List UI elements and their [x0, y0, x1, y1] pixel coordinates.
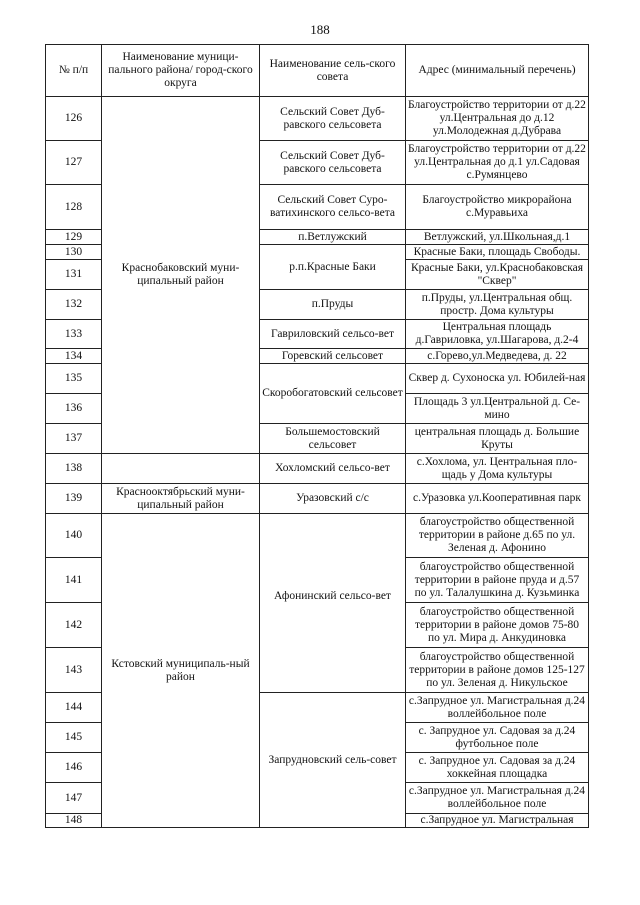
header-num: № п/п: [46, 45, 102, 97]
address-cell: п.Пруды, ул.Центральная общ. простр. Дома культуры: [406, 290, 589, 320]
row-num: 136: [46, 394, 102, 424]
row-num: 128: [46, 185, 102, 230]
council-cell: р.п.Красные Баки: [260, 245, 406, 290]
address-cell: с. Запрудное ул. Садовая за д.24 футбольное поле: [406, 723, 589, 753]
council-cell: Гавриловский сельсо-вет: [260, 320, 406, 349]
district-cell: Кстовский муниципаль-ный район: [102, 514, 260, 828]
council-cell: Скоробогатовский сельсовет: [260, 364, 406, 424]
row-num: 132: [46, 290, 102, 320]
council-cell: Сельский Совет Дуб-равского сельсовета: [260, 97, 406, 141]
address-cell: Благоустройство территории от д.22 ул.Центральная до д.1 ул.Садовая с.Румянцево: [406, 141, 589, 185]
table-header-row: [46, 45, 589, 97]
address-cell: Красные Баки, площадь Свободы.: [406, 245, 589, 260]
council-cell: Хохломский сельсо-вет: [260, 454, 406, 484]
table-row: [46, 454, 589, 484]
address-cell: центральная площадь д. Большие Круты: [406, 424, 589, 454]
row-num: 147: [46, 783, 102, 814]
district-cell: Краснобаковский муни-ципальный район: [102, 97, 260, 454]
council-cell: Сельский Совет Дуб-равского сельсовета: [260, 141, 406, 185]
row-num: 146: [46, 753, 102, 783]
row-num: 141: [46, 558, 102, 603]
row-num: 148: [46, 814, 102, 828]
header-address: Адрес (минимальный перечень): [406, 45, 589, 97]
row-num: 129: [46, 230, 102, 245]
address-cell: Центральная площадь д.Гавриловка, ул.Шагарова, д.2-4: [406, 320, 589, 349]
row-num: 133: [46, 320, 102, 349]
council-cell: Уразовский с/с: [260, 484, 406, 514]
council-cell: Большемостовский сельсовет: [260, 424, 406, 454]
address-cell: благоустройство общественной территории в районе д.65 по ул. Зеленая д. Афонино: [406, 514, 589, 558]
council-cell: Афонинский сельсо-вет: [260, 514, 406, 693]
district-cell: Краснооктябрьский муни-ципальный район: [102, 484, 260, 514]
row-num: 144: [46, 693, 102, 723]
address-cell: с. Запрудное ул. Садовая за д.24 хоккейная площадка: [406, 753, 589, 783]
address-cell: Площадь 3 ул.Центральной д. Се-мино: [406, 394, 589, 424]
row-num: 126: [46, 97, 102, 141]
row-num: 131: [46, 260, 102, 290]
address-cell: Ветлужский, ул.Школьная,д.1: [406, 230, 589, 245]
address-cell: с.Запрудное ул. Магистральная д.24 воллейбольное поле: [406, 783, 589, 814]
row-num: 145: [46, 723, 102, 753]
address-cell: с.Запрудное ул. Магистральная: [406, 814, 589, 828]
row-num: 142: [46, 603, 102, 648]
address-cell: с.Горево,ул.Медведева, д. 22: [406, 349, 589, 364]
council-cell: п.Пруды: [260, 290, 406, 320]
row-num: 135: [46, 364, 102, 394]
address-cell: с.Уразовка ул.Кооперативная парк: [406, 484, 589, 514]
page-number: 188: [310, 22, 330, 37]
header-council: Наименование сель-ского совета: [260, 45, 406, 97]
table-row: [46, 484, 589, 514]
row-num: 138: [46, 454, 102, 484]
address-cell: Сквер д. Сухоноска ул. Юбилей-ная: [406, 364, 589, 394]
row-num: 140: [46, 514, 102, 558]
address-cell: Благоустройство территории от д.22 ул.Центральная до д.12 ул.Молодежная д.Дубрава: [406, 97, 589, 141]
address-cell: Благоустройство микрорайона с.Муравьиха: [406, 185, 589, 230]
address-cell: Красные Баки, ул.Краснобаковская "Сквер": [406, 260, 589, 290]
table-row: [46, 97, 589, 141]
row-num: 130: [46, 245, 102, 260]
address-cell: благоустройство общественной территории в районе пруда и д.57 по ул. Талалушкина д. Кузьминка: [406, 558, 589, 603]
header-district: Наименование муници-пального района/ город-ского округа: [102, 45, 260, 97]
row-num: 143: [46, 648, 102, 693]
district-cell: [102, 454, 260, 484]
address-cell: с.Хохлома, ул. Центральная пло-щадь у Дома культуры: [406, 454, 589, 484]
address-cell: с.Запрудное ул. Магистральная д.24 воллейбольное поле: [406, 693, 589, 723]
row-num: 137: [46, 424, 102, 454]
row-num: 139: [46, 484, 102, 514]
row-num: 134: [46, 349, 102, 364]
address-cell: благоустройство общественной территории в районе домов 125-127 по ул. Зеленая д. Никульское: [406, 648, 589, 693]
table-row: [46, 514, 589, 558]
council-cell: п.Ветлужский: [260, 230, 406, 245]
address-cell: благоустройство общественной территории в районе домов 75-80 по ул. Мира д. Анкудиновка: [406, 603, 589, 648]
council-cell: Запрудновский сель-совет: [260, 693, 406, 828]
council-cell: Горевский сельсовет: [260, 349, 406, 364]
row-num: 127: [46, 141, 102, 185]
council-cell: Сельский Совет Суро-ватихинского сельсо-вета: [260, 185, 406, 230]
table: [45, 44, 589, 828]
